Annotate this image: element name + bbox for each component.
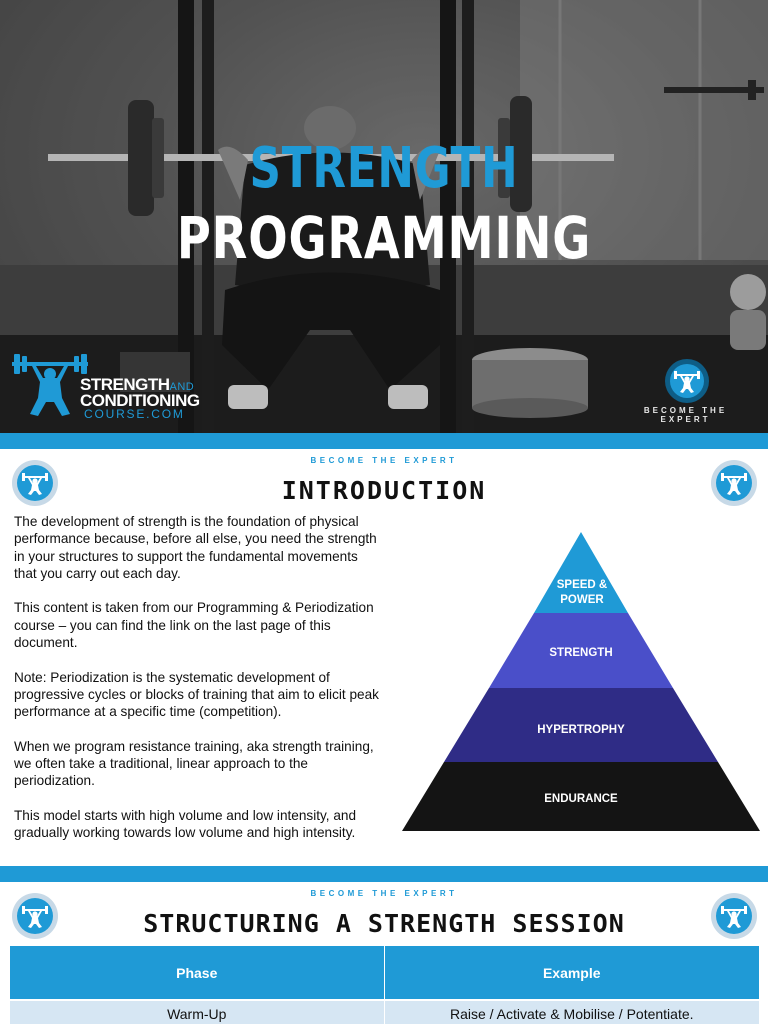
intro-paragraph: When we program resistance training, aka strength training, we often take a traditional, linear approach to the periodization. bbox=[14, 738, 374, 789]
brand-text-line3: COURSE.COM bbox=[84, 407, 185, 421]
table-row bbox=[10, 1000, 759, 1024]
weightlifter-badge-icon bbox=[664, 358, 710, 404]
session-heading: STRUCTURING A STRENGTH SESSION bbox=[143, 909, 625, 938]
pyramid-label: ENDURANCE bbox=[544, 793, 618, 805]
pyramid-label: STRENGTH bbox=[549, 647, 613, 659]
weightlifter-icon bbox=[12, 352, 90, 420]
brand-text-line2: CONDITIONING bbox=[80, 391, 200, 410]
divider-stripe bbox=[0, 433, 768, 449]
pyramid-label: HYPERTROPHY bbox=[537, 724, 625, 736]
hero-title-strength: STRENGTH bbox=[249, 136, 519, 201]
hero-title-programming: PROGRAMMING bbox=[176, 204, 592, 272]
pyramid-label: POWER bbox=[560, 594, 604, 606]
brand-text-line1: STRENGTHAND bbox=[80, 375, 195, 394]
session-tagline: BECOME THE EXPERT bbox=[310, 889, 458, 898]
table-header-row bbox=[10, 946, 759, 1000]
table-header-example: Example bbox=[384, 946, 759, 1000]
table-cell: Warm-Up bbox=[10, 1000, 384, 1024]
training-pyramid-diagram bbox=[400, 530, 762, 832]
brand-logo[interactable] bbox=[12, 352, 222, 422]
intro-paragraph: The development of strength is the foundation of physical performance because, before all else, you need the strength in your structures to support the fundamental movements that you carry out each day. bbox=[14, 514, 377, 581]
hero-tagline: BECOME THE EXPERT bbox=[643, 406, 728, 424]
hero-banner bbox=[0, 0, 768, 433]
intro-tagline: BECOME THE EXPERT bbox=[310, 456, 458, 465]
intro-heading: INTRODUCTION bbox=[281, 476, 487, 505]
intro-paragraph: Note: Periodization is the systematic development of progressive cycles or blocks of training that aim to elicit peak performance at a specific time (competition). bbox=[14, 669, 379, 720]
pyramid-label: SPEED & bbox=[556, 579, 608, 591]
intro-body bbox=[14, 513, 384, 859]
table-cell: Raise / Activate & Mobilise / Potentiate. bbox=[384, 1000, 759, 1024]
intro-paragraph: This content is taken from our Programming & Periodization course – you can find the link on the last page of this document. bbox=[14, 600, 374, 651]
intro-paragraph: This model starts with high volume and low intensity, and gradually working towards low volume and high intensity. bbox=[14, 808, 357, 841]
session-structure-table bbox=[10, 946, 759, 1024]
table-header-phase: Phase bbox=[10, 946, 384, 1000]
divider-stripe bbox=[0, 866, 768, 882]
